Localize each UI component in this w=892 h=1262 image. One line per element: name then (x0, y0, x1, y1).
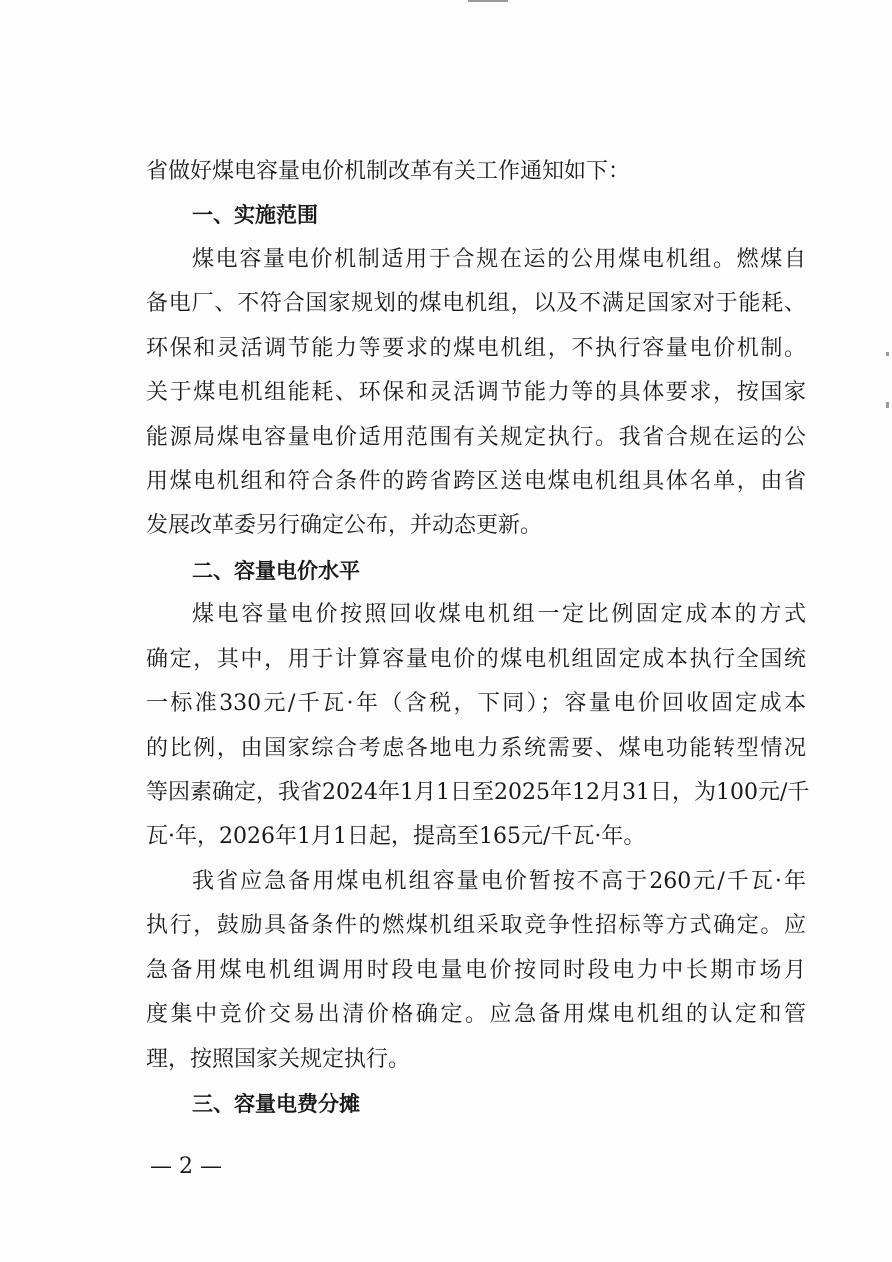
body-text-line: 我省应急备用煤电机组容量电价暂按不高于260元/千瓦·年 (192, 869, 806, 894)
body-text-line: 瓦·年，2026年1月1日起，提高至165元/千瓦·年。 (146, 824, 646, 849)
scan-mark-top (468, 0, 508, 2)
body-text-line: 确定，其中，用于计算容量电价的煤电机组固定成本执行全国统 (146, 647, 806, 672)
body-text-line: 省做好煤电容量电价机制改革有关工作通知如下： (146, 159, 631, 184)
scan-mark-right-1 (886, 352, 889, 356)
body-text-line: 煤电容量电价按照回收煤电机组一定比例固定成本的方式 (192, 602, 806, 627)
body-text-line: 的比例，由国家综合考虑各地电力系统需要、煤电功能转型情况 (146, 736, 806, 761)
body-text-line: 关于煤电机组能耗、环保和灵活调节能力等的具体要求，按国家 (146, 380, 806, 405)
page-number: — 2 — (150, 1154, 222, 1179)
body-text-line: 等因素确定，我省2024年1月1日至2025年12月31日，为100元/千 (146, 780, 810, 805)
body-text-line: 备电厂、不符合国家规划的煤电机组，以及不满足国家对于能耗、 (146, 291, 806, 316)
body-text-line: 执行，鼓励具备条件的燃煤机组采取竞争性招标等方式确定。应 (146, 913, 806, 938)
body-text-line: 急备用煤电机组调用时段电量电价按同时段电力中长期市场月 (146, 958, 806, 983)
section-heading-1: 一、实施范围 (192, 203, 318, 227)
body-text-line: 用煤电机组和符合条件的跨省跨区送电煤电机组具体名单，由省 (146, 469, 806, 494)
scan-mark-right-2 (886, 402, 889, 408)
section-heading-2: 二、容量电价水平 (192, 559, 360, 583)
body-text-line: 一标准330元/千瓦·年（含税，下同）；容量电价回收固定成本 (146, 691, 806, 716)
body-text-line: 能源局煤电容量电价适用范围有关规定执行。我省合规在运的公 (146, 425, 806, 450)
body-text-line: 理，按照国家关规定执行。 (146, 1047, 411, 1072)
section-heading-3: 三、容量电费分摊 (192, 1092, 360, 1116)
body-text-line: 煤电容量电价机制适用于合规在运的公用煤电机组。燃煤自 (192, 247, 806, 272)
body-text-line: 环保和灵活调节能力等要求的煤电机组，不执行容量电价机制。 (146, 336, 806, 361)
body-text-line: 发展改革委另行确定公布，并动态更新。 (146, 513, 543, 538)
body-text-line: 度集中竞价交易出清价格确定。应急备用煤电机组的认定和管 (146, 1002, 806, 1027)
